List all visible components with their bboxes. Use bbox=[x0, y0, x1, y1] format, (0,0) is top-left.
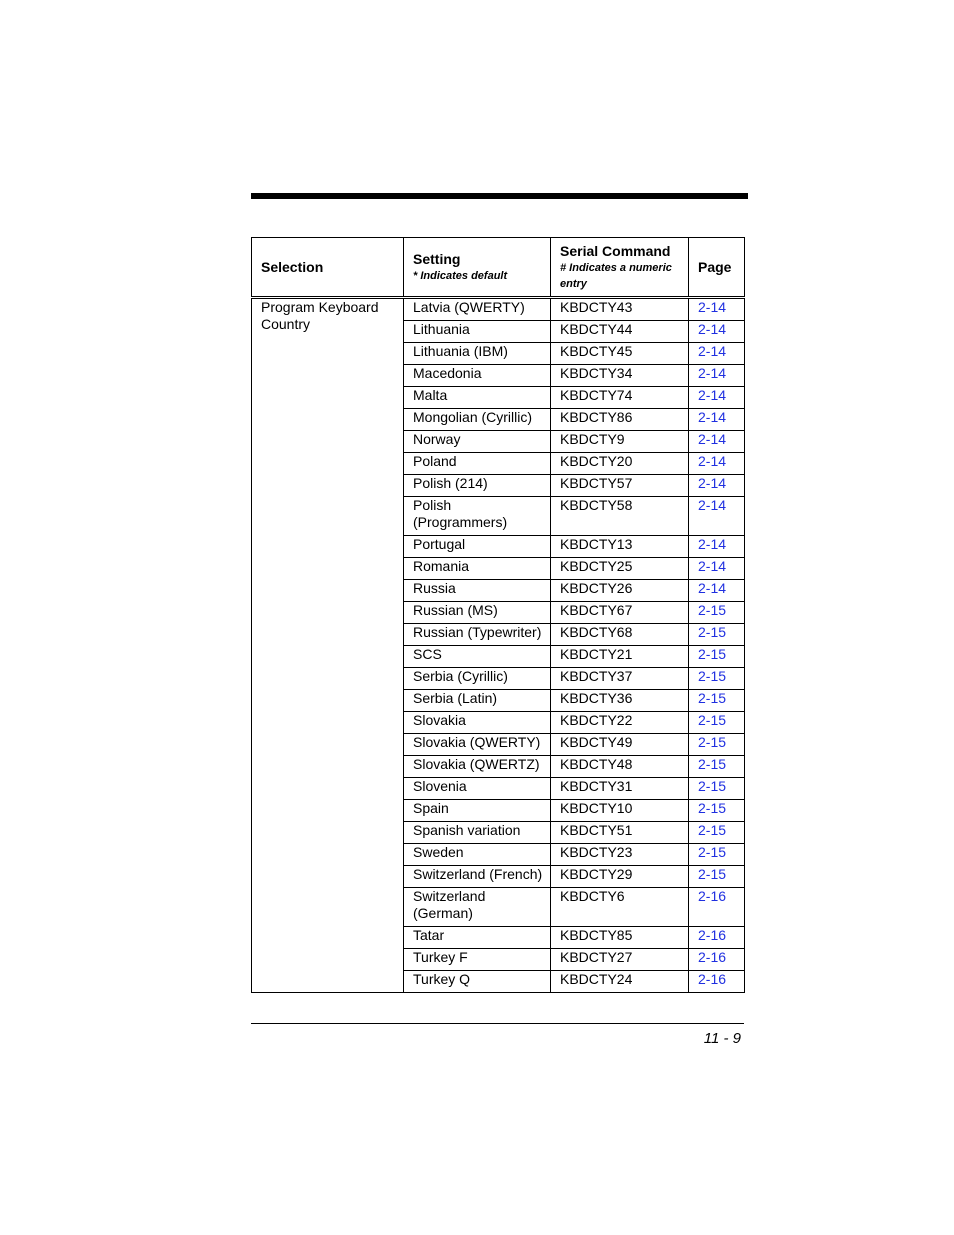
command-cell: KBDCTY44 bbox=[551, 321, 689, 343]
command-cell: KBDCTY51 bbox=[551, 822, 689, 844]
setting-cell: Tatar bbox=[404, 927, 551, 949]
command-cell: KBDCTY57 bbox=[551, 475, 689, 497]
selection-cell: Program Keyboard Country bbox=[252, 298, 404, 993]
setting-cell: Sweden bbox=[404, 844, 551, 866]
header-serial-command-note: # Indicates a numeric entry bbox=[560, 261, 672, 290]
command-cell: KBDCTY68 bbox=[551, 624, 689, 646]
command-cell: KBDCTY85 bbox=[551, 927, 689, 949]
header-setting: Setting * Indicates default bbox=[404, 238, 551, 298]
setting-cell: Malta bbox=[404, 387, 551, 409]
page-link[interactable]: 2-14 bbox=[689, 387, 745, 409]
command-cell: KBDCTY67 bbox=[551, 602, 689, 624]
setting-cell: Romania bbox=[404, 558, 551, 580]
page-link[interactable]: 2-14 bbox=[689, 409, 745, 431]
table-header-row bbox=[252, 238, 745, 298]
setting-cell: Serbia (Cyrillic) bbox=[404, 668, 551, 690]
command-cell: KBDCTY20 bbox=[551, 453, 689, 475]
setting-cell: Macedonia bbox=[404, 365, 551, 387]
command-cell: KBDCTY21 bbox=[551, 646, 689, 668]
command-cell: KBDCTY9 bbox=[551, 431, 689, 453]
serial-command-table bbox=[251, 237, 745, 993]
command-cell: KBDCTY36 bbox=[551, 690, 689, 712]
command-cell: KBDCTY48 bbox=[551, 756, 689, 778]
command-cell: KBDCTY25 bbox=[551, 558, 689, 580]
page-link[interactable]: 2-14 bbox=[689, 298, 745, 321]
setting-cell: Mongolian (Cyrillic) bbox=[404, 409, 551, 431]
command-cell: KBDCTY13 bbox=[551, 536, 689, 558]
page-link[interactable]: 2-15 bbox=[689, 734, 745, 756]
page-link[interactable]: 2-15 bbox=[689, 778, 745, 800]
command-cell: KBDCTY34 bbox=[551, 365, 689, 387]
page-link[interactable]: 2-15 bbox=[689, 800, 745, 822]
command-cell: KBDCTY74 bbox=[551, 387, 689, 409]
setting-cell: Lithuania bbox=[404, 321, 551, 343]
command-cell: KBDCTY31 bbox=[551, 778, 689, 800]
command-cell: KBDCTY86 bbox=[551, 409, 689, 431]
command-cell: KBDCTY37 bbox=[551, 668, 689, 690]
page-link[interactable]: 2-15 bbox=[689, 822, 745, 844]
setting-cell: Russian (MS) bbox=[404, 602, 551, 624]
setting-cell: Polish (Programmers) bbox=[404, 497, 551, 536]
header-serial-command: Serial Command # Indicates a numeric entry bbox=[551, 238, 689, 298]
page-link[interactable]: 2-14 bbox=[689, 431, 745, 453]
setting-cell: Lithuania (IBM) bbox=[404, 343, 551, 365]
header-page: Page bbox=[689, 238, 745, 298]
page-link[interactable]: 2-16 bbox=[689, 949, 745, 971]
command-cell: KBDCTY27 bbox=[551, 949, 689, 971]
setting-cell: Slovenia bbox=[404, 778, 551, 800]
page-link[interactable]: 2-14 bbox=[689, 453, 745, 475]
setting-cell: Russian (Typewriter) bbox=[404, 624, 551, 646]
page-link[interactable]: 2-14 bbox=[689, 365, 745, 387]
setting-cell: Portugal bbox=[404, 536, 551, 558]
footer-rule bbox=[251, 1023, 744, 1024]
page-number: 11 - 9 bbox=[703, 1030, 741, 1047]
header-rule bbox=[251, 193, 748, 199]
setting-cell: Spanish variation bbox=[404, 822, 551, 844]
command-cell: KBDCTY10 bbox=[551, 800, 689, 822]
setting-cell: Russia bbox=[404, 580, 551, 602]
setting-cell: Polish (214) bbox=[404, 475, 551, 497]
page-link[interactable]: 2-15 bbox=[689, 866, 745, 888]
page-link[interactable]: 2-15 bbox=[689, 646, 745, 668]
page-link[interactable]: 2-14 bbox=[689, 580, 745, 602]
setting-cell: Switzerland (German) bbox=[404, 888, 551, 927]
page-link[interactable]: 2-14 bbox=[689, 536, 745, 558]
table-body bbox=[252, 298, 745, 993]
setting-cell: SCS bbox=[404, 646, 551, 668]
command-cell: KBDCTY23 bbox=[551, 844, 689, 866]
setting-cell: Norway bbox=[404, 431, 551, 453]
page-link[interactable]: 2-14 bbox=[689, 343, 745, 365]
page-link[interactable]: 2-15 bbox=[689, 844, 745, 866]
page-link[interactable]: 2-15 bbox=[689, 602, 745, 624]
setting-cell: Poland bbox=[404, 453, 551, 475]
page-link[interactable]: 2-15 bbox=[689, 712, 745, 734]
header-setting-note: * Indicates default bbox=[413, 269, 508, 282]
table-row bbox=[252, 298, 745, 321]
command-cell: KBDCTY49 bbox=[551, 734, 689, 756]
command-cell: KBDCTY45 bbox=[551, 343, 689, 365]
page-link[interactable]: 2-14 bbox=[689, 321, 745, 343]
page-link[interactable]: 2-14 bbox=[689, 475, 745, 497]
command-cell: KBDCTY58 bbox=[551, 497, 689, 536]
page-link[interactable]: 2-16 bbox=[689, 971, 745, 993]
command-cell: KBDCTY22 bbox=[551, 712, 689, 734]
page-link[interactable]: 2-15 bbox=[689, 624, 745, 646]
page-link[interactable]: 2-15 bbox=[689, 756, 745, 778]
command-cell: KBDCTY6 bbox=[551, 888, 689, 927]
setting-cell: Latvia (QWERTY) bbox=[404, 298, 551, 321]
command-cell: KBDCTY24 bbox=[551, 971, 689, 993]
setting-cell: Spain bbox=[404, 800, 551, 822]
setting-cell: Serbia (Latin) bbox=[404, 690, 551, 712]
command-cell: KBDCTY43 bbox=[551, 298, 689, 321]
setting-cell: Slovakia bbox=[404, 712, 551, 734]
setting-cell: Slovakia (QWERTZ) bbox=[404, 756, 551, 778]
page-link[interactable]: 2-14 bbox=[689, 497, 745, 536]
setting-cell: Turkey F bbox=[404, 949, 551, 971]
page-link[interactable]: 2-15 bbox=[689, 668, 745, 690]
setting-cell: Slovakia (QWERTY) bbox=[404, 734, 551, 756]
header-selection: Selection bbox=[252, 238, 404, 298]
setting-cell: Switzerland (French) bbox=[404, 866, 551, 888]
page-link[interactable]: 2-16 bbox=[689, 927, 745, 949]
page-link[interactable]: 2-16 bbox=[689, 888, 745, 927]
setting-cell: Turkey Q bbox=[404, 971, 551, 993]
command-cell: KBDCTY29 bbox=[551, 866, 689, 888]
command-cell: KBDCTY26 bbox=[551, 580, 689, 602]
page-link[interactable]: 2-15 bbox=[689, 690, 745, 712]
page-link[interactable]: 2-14 bbox=[689, 558, 745, 580]
